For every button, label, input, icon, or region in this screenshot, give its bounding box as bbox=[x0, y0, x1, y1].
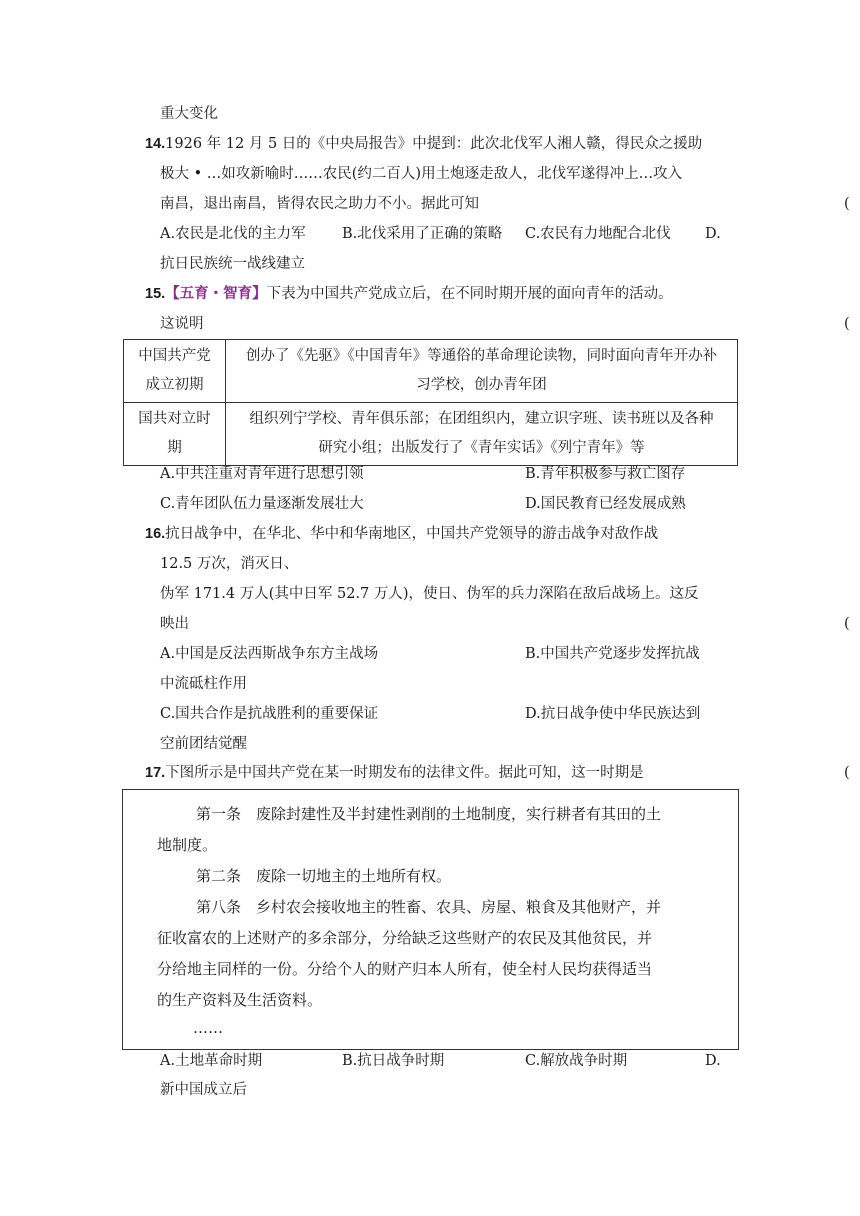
table-cell-content: 创办了《先驱》《中国青年》等通俗的革命理论读物，同时面向青年开办补 习学校，创办青年团 bbox=[226, 340, 738, 403]
option-a: A.中共注重对青年进行思想引领 bbox=[160, 466, 364, 482]
question-stem-line: 这说明 bbox=[160, 316, 204, 332]
answer-paren: ( bbox=[844, 196, 850, 212]
question-stem-line: 下图所示是中国共产党在某一时期发布的法律文件。据此可知，这一时期是 bbox=[165, 765, 644, 781]
option-b-text: 中流砥柱作用 bbox=[160, 676, 247, 692]
option-d: D. bbox=[705, 226, 721, 242]
option-c: C.国共合作是抗战胜利的重要保证 bbox=[160, 706, 379, 722]
table-cell-content: 组织列宁学校、青年俱乐部；在团组织内，建立识字班、读书班以及各种 研究小组；出版发行了《青年实话》《列宁青年》等 bbox=[226, 403, 738, 466]
question-number: 17. bbox=[145, 765, 166, 781]
option-c: C.青年团队伍力量逐渐发展壮大 bbox=[160, 496, 364, 512]
question-stem-line: 抗日战争中，在华北、华中和华南地区，中国共产党领导的游击战争对敌作战 bbox=[165, 526, 659, 542]
answer-paren: ( bbox=[844, 316, 850, 332]
option-c: C.解放战争时期 bbox=[525, 1053, 628, 1069]
table-cell-period: 国共对立时 期 bbox=[124, 403, 226, 466]
document-line: 第八条 乡村农会接收地主的牲畜、农具、房屋、粮食及其他财产，并 bbox=[196, 898, 662, 916]
activities-table bbox=[123, 339, 738, 466]
option-a: A.农民是北伐的主力军 bbox=[160, 226, 306, 242]
document-line: 征收富农的上述财产的多余部分，分给缺乏这些财产的农民及其他贫民，并 bbox=[157, 929, 653, 947]
question-number: 16. bbox=[145, 526, 166, 542]
answer-paren: ( bbox=[844, 765, 850, 781]
document-line: 第二条 废除一切地主的土地所有权。 bbox=[196, 867, 452, 885]
document-ellipsis: …… bbox=[193, 1019, 223, 1037]
category-tag: 【五育・智育】 bbox=[165, 285, 267, 302]
option-d: D.抗日战争使中华民族达到 bbox=[525, 706, 701, 722]
question-stem-line: 下表为中国共产党成立后，在不同时期开展的面向青年的活动。 bbox=[266, 286, 673, 302]
document-line: 的生产资料及生活资料。 bbox=[157, 991, 323, 1009]
document-line: 第一条 废除封建性及半封建性剥削的土地制度，实行耕者有其田的土 bbox=[196, 805, 662, 823]
option-b: B.青年积极参与救亡图存 bbox=[525, 466, 686, 482]
question-stem-line: 12.5 万次，消灭日、 bbox=[160, 556, 299, 572]
option-a: A.中国是反法西斯战争东方主战场 bbox=[160, 646, 379, 662]
table-cell-period: 中国共产党 成立初期 bbox=[124, 340, 226, 403]
question-stem-line: 南昌，退出南昌，皆得农民之助力不小。据此可知 bbox=[160, 196, 479, 212]
question-number: 15. bbox=[145, 286, 166, 302]
option-c: C.农民有力地配合北伐 bbox=[525, 226, 671, 242]
table-row bbox=[124, 340, 738, 403]
question-stem-line: 1926 年 12 月 5 日的《中央局报告》中提到：此次北伐军人湘人赣，得民众之援助 bbox=[165, 136, 703, 152]
option-b: B.中国共产党逐步发挥抗战 bbox=[525, 646, 700, 662]
answer-paren: ( bbox=[844, 616, 850, 632]
option-d-text: 新中国成立后 bbox=[160, 1082, 247, 1098]
option-d-text: 抗日民族统一战线建立 bbox=[160, 256, 305, 272]
question-stem-line: 映出 bbox=[160, 616, 189, 632]
option-b: B.抗日战争时期 bbox=[342, 1053, 445, 1069]
question-number: 14. bbox=[145, 136, 166, 152]
option-a: A.土地革命时期 bbox=[160, 1053, 263, 1069]
prev-question-tail: 重大变化 bbox=[160, 106, 218, 122]
option-d: D.国民教育已经发展成熟 bbox=[525, 496, 686, 512]
table-row bbox=[124, 403, 738, 466]
option-b: B.北伐采用了正确的策略 bbox=[342, 226, 503, 242]
option-d-text: 空前团结觉醒 bbox=[160, 736, 247, 752]
document-line: 分给地主同样的一份。分给个人的财产归本人所有，使全村人民均获得适当 bbox=[157, 960, 653, 978]
question-stem-line: 伪军 171.4 万人(其中日军 52.7 万人)，使日、伪军的兵力深陷在敌后战场上。这反 bbox=[160, 586, 699, 602]
legal-document-box bbox=[122, 789, 739, 1050]
question-stem-line: 极大 • …如攻新喻时……农民(约二百人)用土炮逐走敌人，北伐军遂得冲上…攻入 bbox=[160, 166, 683, 182]
option-d: D. bbox=[705, 1053, 721, 1069]
document-line: 地制度。 bbox=[157, 836, 218, 854]
